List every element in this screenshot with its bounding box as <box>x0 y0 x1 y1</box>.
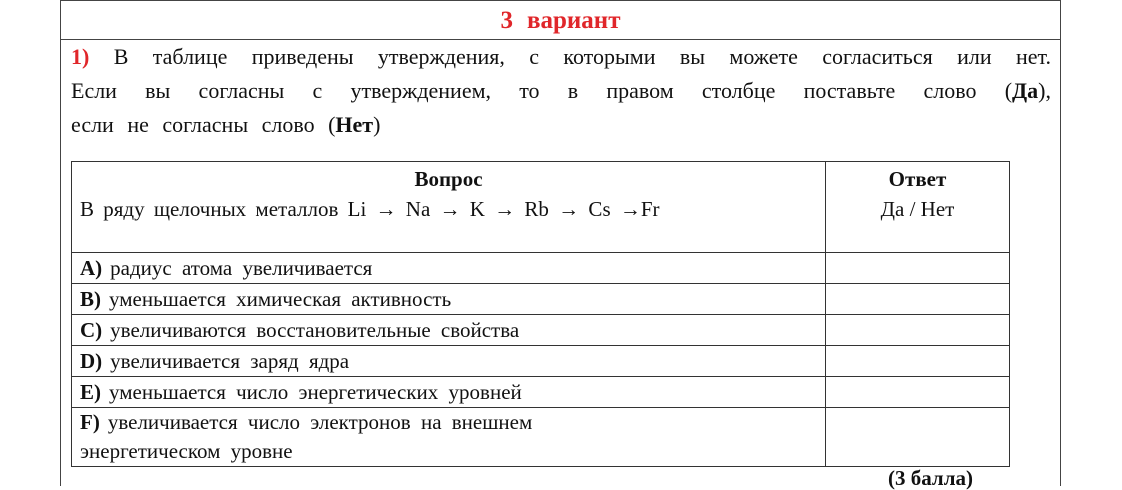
statement-label: E) <box>80 380 101 404</box>
statement-cell <box>72 377 826 408</box>
statement-label: B) <box>80 287 101 311</box>
task-line-3-text: если не согласны слово ( <box>71 112 336 137</box>
statement-text-continued: энергетическом уровне <box>80 439 293 463</box>
statement-label: A) <box>80 256 103 280</box>
question-header-cell <box>72 162 826 253</box>
statement-text: уменьшается химическая активность <box>109 287 452 311</box>
statement-text: увеличиваются восстановительные свойства <box>110 318 520 342</box>
task-line-3-end: ) <box>373 112 381 137</box>
task-line-2 <box>71 74 1051 108</box>
statement-cell <box>72 408 826 467</box>
task-line-2-text: Если вы согласны с утверждением, то в правом столбце поставьте слово ( <box>71 78 1013 103</box>
table-row <box>72 377 1010 408</box>
statement-cell <box>72 315 826 346</box>
statement-label: C) <box>80 318 103 342</box>
answer-cell[interactable] <box>826 377 1010 408</box>
table-row <box>72 284 1010 315</box>
statement-cell <box>72 346 826 377</box>
answer-options: Да / Нет <box>880 197 955 221</box>
task-number: 1) <box>71 44 90 69</box>
statement-text: увеличивается число электронов на внешнем <box>107 410 533 434</box>
answer-yes-word: Да <box>1012 78 1039 103</box>
table-row <box>72 346 1010 377</box>
statement-cell <box>72 284 826 315</box>
task-line-1-text: В таблице приведены утверждения, с которыми вы можете согласиться или нет. <box>113 44 1052 69</box>
answer-header-cell <box>826 162 1010 253</box>
variant-title <box>60 0 1061 40</box>
variant-word: вариант <box>527 7 621 34</box>
question-header: Вопрос <box>414 167 483 191</box>
statement-cell <box>72 253 826 284</box>
statement-text: радиус атома увеличивается <box>110 256 373 280</box>
task-line-1 <box>71 40 1051 74</box>
statement-text: увеличивается заряд ядра <box>110 349 350 373</box>
variant-number: 3 <box>500 7 513 34</box>
statement-label: F) <box>80 410 100 434</box>
answer-cell[interactable] <box>826 253 1010 284</box>
statements-table <box>71 161 1010 467</box>
answer-cell[interactable] <box>826 315 1010 346</box>
answer-cell[interactable] <box>826 346 1010 377</box>
table-row <box>72 315 1010 346</box>
table-row <box>72 408 1010 467</box>
answer-header: Ответ <box>888 167 947 191</box>
table-row <box>72 253 1010 284</box>
answer-cell[interactable] <box>826 408 1010 467</box>
task-line-2-end: ), <box>1038 78 1051 103</box>
statement-label: D) <box>80 349 103 373</box>
metal-series: В ряду щелочных металлов Li → Na → K → Rb → Cs →Fr <box>80 197 660 221</box>
answer-no-word: Нет <box>335 112 374 137</box>
answer-cell[interactable] <box>826 284 1010 315</box>
score-label: (3 балла) <box>888 466 973 490</box>
table-header-row <box>72 162 1010 253</box>
task-line-3 <box>71 108 1051 142</box>
statement-text: уменьшается число энергетических уровней <box>109 380 522 404</box>
task-instructions <box>71 40 1051 142</box>
